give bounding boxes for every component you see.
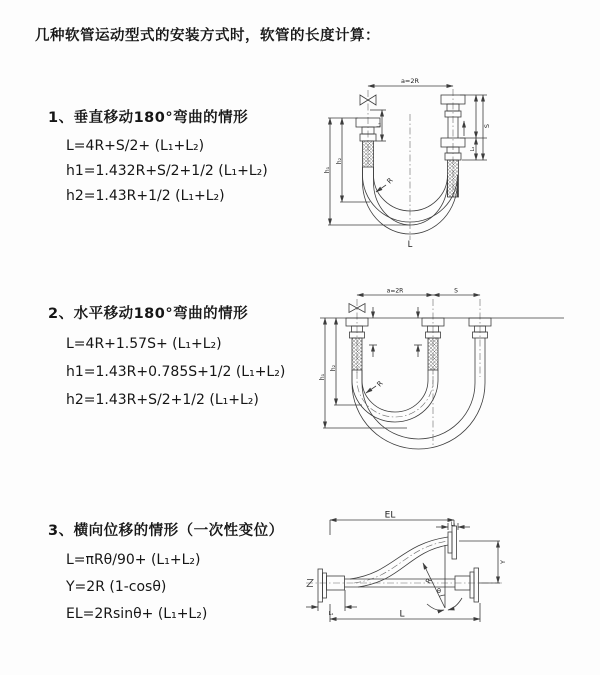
section-1-formulas <box>66 134 268 209</box>
formula-line: Y=2R (1-cosθ) <box>66 579 167 595</box>
section-1 <box>48 108 268 209</box>
length-label: L <box>399 609 405 620</box>
formula-line: h1=1.432R+S/2+1/2 (L₁+L₂) <box>66 163 268 179</box>
page-title: 几种软管运动型式的安装方式时，软管的长度计算： <box>35 28 380 44</box>
angle-label: θ <box>437 587 441 595</box>
formula-line: h2=1.43R+S/2+1/2 (L₁+L₂) <box>66 392 259 408</box>
dim-label-l1-top: L₁ <box>450 521 456 528</box>
section-2-formulas <box>66 330 285 414</box>
dim-label-h1: h₁ <box>324 166 331 174</box>
lateral-displacement-diagram <box>302 508 597 643</box>
dim-label-l1-left: L₁ <box>328 611 334 617</box>
radius-label: R <box>385 176 395 186</box>
formula-line: L=4R+1.57S+ (L₁+L₂) <box>66 336 222 352</box>
dim-label-s: S <box>454 287 458 295</box>
formula-line: h2=1.43R+1/2 (L₁+L₂) <box>66 188 225 204</box>
dim-label-el: EL <box>384 510 396 521</box>
radius-label: R <box>375 379 385 389</box>
dim-label-h1: h₁ <box>319 373 326 381</box>
dim-label-s: S <box>483 123 491 129</box>
dim-label-h2: h₂ <box>336 157 343 165</box>
section-3-formulas <box>66 547 284 628</box>
formula-line: L=πRθ/90+ (L₁+L₂) <box>66 552 201 568</box>
formula-line: EL=2Rsinθ+ (L₁+L₂) <box>66 606 208 622</box>
section-3-heading: 3、横向位移的情形（一次性变位） <box>48 523 284 539</box>
section-3 <box>48 521 284 628</box>
formula-line: h1=1.43R+0.785S+1/2 (L₁+L₂) <box>66 364 286 380</box>
dim-label-l2: L₂ <box>470 146 476 152</box>
formula-line: L=4R+S/2+ (L₁+L₂) <box>66 138 205 154</box>
length-label: L <box>407 240 413 250</box>
section-2-heading: 2、水平移动180°弯曲的情形 <box>48 306 249 322</box>
diagram3-linework <box>306 520 500 622</box>
section-2 <box>48 304 285 414</box>
section-1-heading: 1、垂直移动180°弯曲的情形 <box>48 110 249 126</box>
diagram1-centerlines <box>368 89 453 240</box>
radius-label: R <box>424 576 434 586</box>
vertical-movement-diagram <box>310 70 590 255</box>
dim-label-l1: L₁ <box>376 122 383 128</box>
dim-label-width: a=2R <box>386 287 404 295</box>
diagram1-linework <box>328 86 487 234</box>
diagram2-centerlines <box>357 299 480 447</box>
diagram2-linework <box>320 295 564 449</box>
dim-label-y: Y <box>499 560 507 564</box>
horizontal-movement-diagram <box>312 285 597 470</box>
dim-label-width: a=2R <box>400 77 420 85</box>
dim-label-h2: h₂ <box>330 364 337 372</box>
